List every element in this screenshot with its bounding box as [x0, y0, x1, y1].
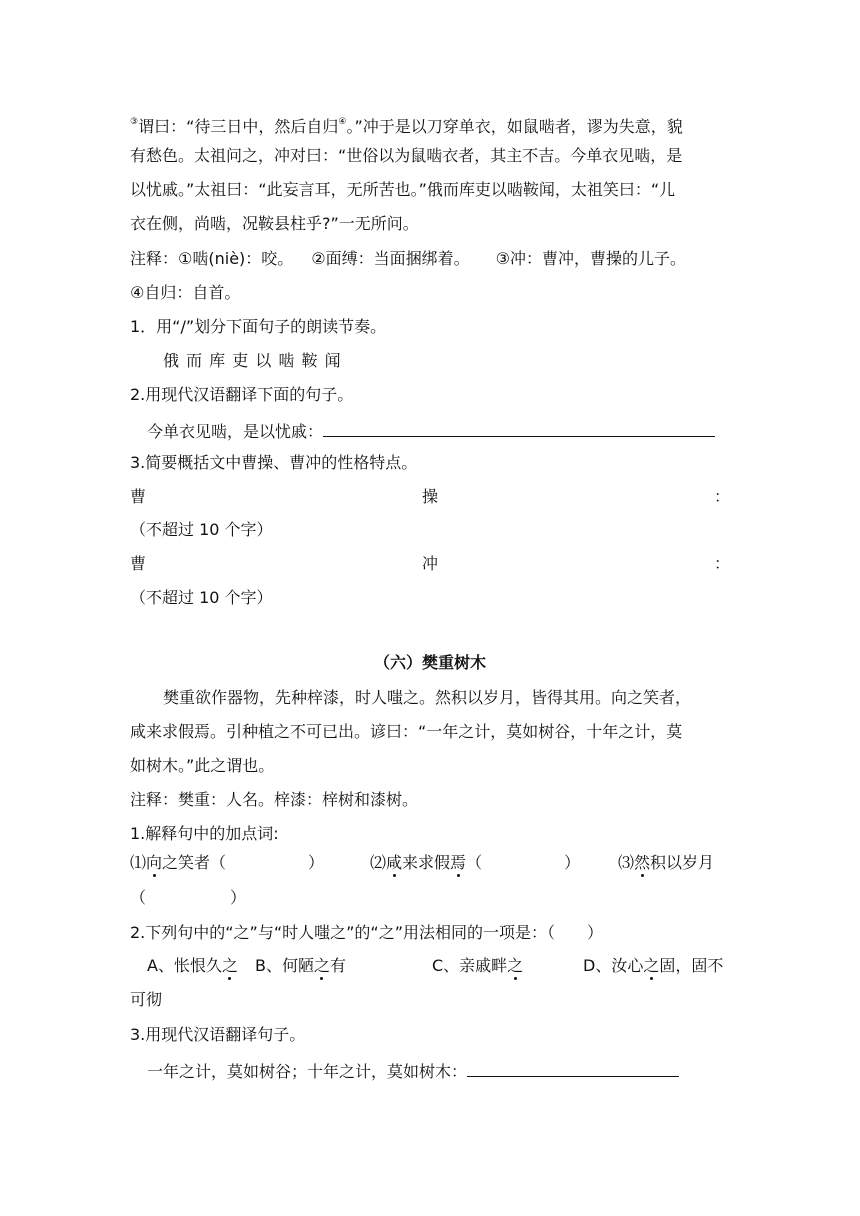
- passage-line-2: 咸来求假焉。引种植之不可已出。谚曰：“一年之计，莫如树谷，十年之计，莫: [130, 722, 683, 741]
- vocab-item-3: ⑶然积以岁月: [618, 853, 715, 872]
- question-1: 1.解释句中的加点词:: [130, 824, 279, 843]
- vocab-item-3-answer: （ ）: [130, 888, 247, 907]
- rhythm-sentence: 俄 而 库 吏 以 啮 鞍 闻: [163, 351, 342, 370]
- dotted-char: 之: [643, 956, 660, 975]
- dotted-char: 焉: [450, 853, 467, 872]
- passage-line-3: 以忧戚。”太祖曰：“此妄言耳，无所苦也。”俄而库吏以啮鞍闻，太祖笑曰：“儿: [130, 180, 676, 199]
- question-2: 2.用现代汉语翻译下面的句子。: [130, 385, 354, 404]
- section-title: （六）樊重树木: [373, 653, 486, 672]
- answer-blank[interactable]: [323, 419, 715, 437]
- word-limit: （不超过 10 个字）: [130, 588, 273, 607]
- footnote-mark: ③: [130, 117, 139, 127]
- translate-line: 一年之计，莫如树谷；十年之计，莫如树木：: [147, 1059, 679, 1082]
- question-3: 3.用现代汉语翻译句子。: [130, 1025, 306, 1044]
- passage-line-2: 有愁色。太祖问之，冲对曰：“世俗以为鼠啮衣者，其主不吉。今单衣见啮，是: [130, 146, 683, 165]
- passage-line-4: 衣在侧，尚啮，况鞍县柱乎?”一无所问。: [130, 214, 419, 233]
- annotation-line: 注释：樊重：人名。梓漆：梓树和漆树。: [130, 790, 419, 809]
- question-1: 1．用“/”划分下面句子的朗读节奏。: [130, 317, 387, 336]
- option-a[interactable]: A、怅恨久之: [147, 956, 238, 975]
- note-2: ②面缚：当面捆绑着。: [311, 249, 470, 268]
- passage-line-1: ③谓曰：“待三日中，然后自归④。”冲于是以刀穿单衣，如鼠啮者，谬为失意，貌: [130, 117, 683, 136]
- annotation-line: 注释：①啮(niè)：咬。 ②面缚：当面捆绑着。 ③冲：曹冲，曹操的儿子。: [130, 249, 686, 268]
- dotted-char: 之: [221, 956, 238, 975]
- question-3: 3.简要概括文中曹操、曹冲的性格特点。: [130, 453, 418, 472]
- footnote-mark: ④: [338, 117, 347, 127]
- passage-line-1: 樊重欲作器物，先种梓漆，时人嗤之。然积以岁月，皆得其用。向之笑者，: [163, 688, 692, 707]
- vocab-item-1: ⑴向之笑者（ ）: [130, 853, 325, 872]
- note-3: ③冲：曹冲，曹操的儿子。: [495, 249, 686, 268]
- answer-line-caocao[interactable]: 曹 操 ：: [130, 487, 730, 506]
- option-d-continued: 可彻: [130, 990, 163, 1009]
- dotted-char: 之: [313, 956, 330, 975]
- dotted-char: 向: [146, 853, 163, 872]
- answer-line-caochong[interactable]: 曹 冲 ：: [130, 554, 730, 573]
- answer-blank[interactable]: [467, 1059, 679, 1077]
- translate-line: 今单衣见啮，是以忧戚：: [147, 419, 715, 442]
- dotted-char: 之: [507, 956, 524, 975]
- dotted-char: 然: [634, 853, 651, 872]
- dotted-char: 咸: [386, 853, 403, 872]
- option-b[interactable]: B、何陋之有: [255, 956, 347, 975]
- note-1: ①啮(niè)：咬。: [178, 249, 294, 268]
- vocab-item-2: ⑵咸来求假焉（ ）: [370, 853, 581, 872]
- note-4: ④自归：自首。: [130, 283, 241, 302]
- question-2: 2.下列句中的“之”与“时人嗤之”的“之”用法相同的一项是：（ ）: [130, 923, 604, 942]
- passage-line-3: 如树木。”此之谓也。: [130, 756, 275, 775]
- option-d[interactable]: D、汝心之固，固不: [583, 956, 724, 975]
- option-c[interactable]: C、亲戚畔之: [432, 956, 524, 975]
- word-limit: （不超过 10 个字）: [130, 520, 273, 539]
